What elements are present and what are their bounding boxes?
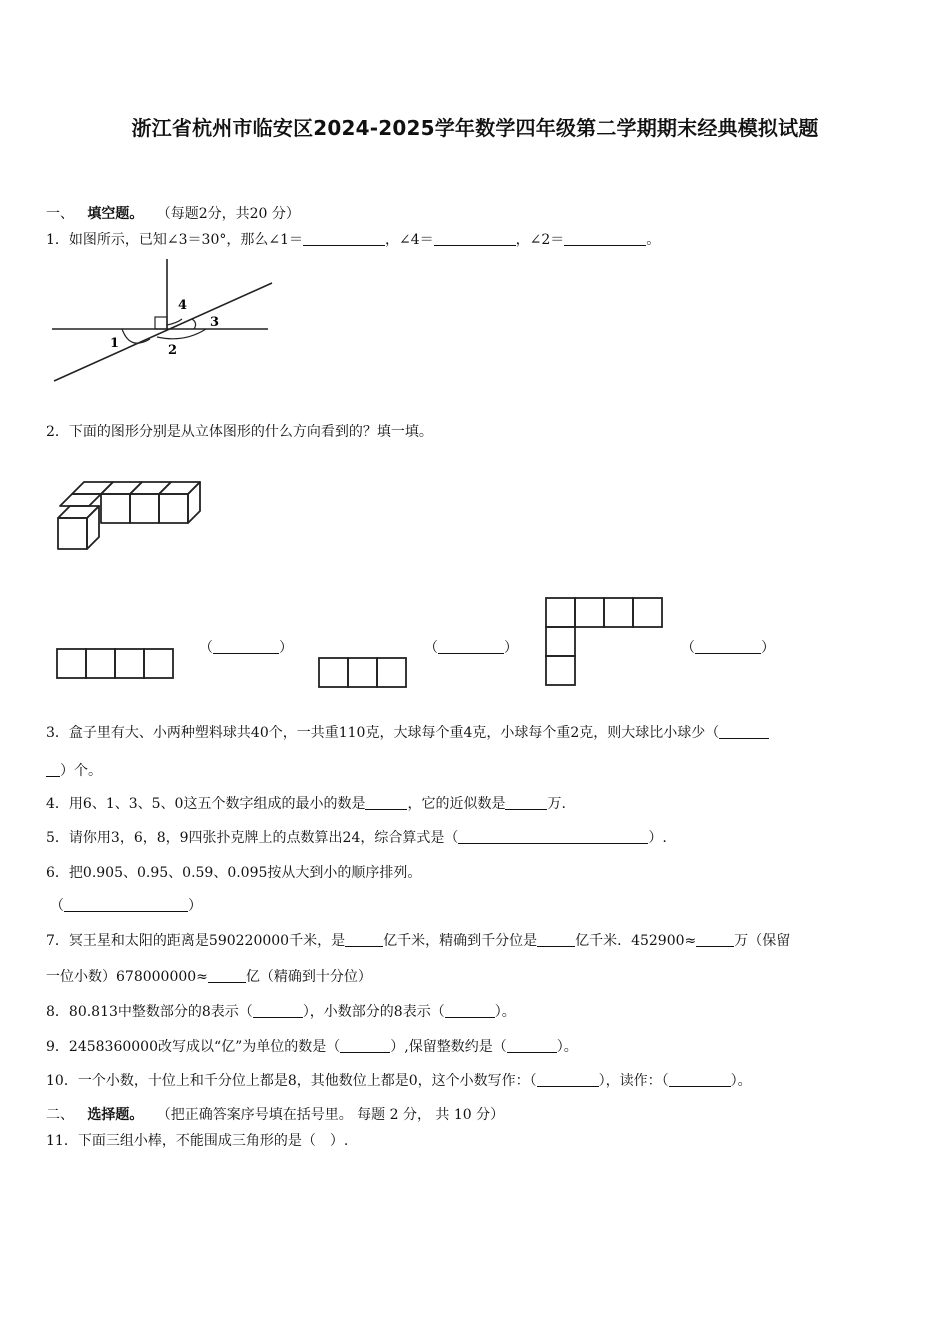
q1-text-d: 。 [646,232,661,248]
angle-3-arc [192,319,196,329]
question-3-line-1: 3．盒子里有大、小两种塑料球共40个，一共重110克，大球每个重4克，小球每个重2克，则大球比小球少（ [46,722,769,742]
question-11: 11．下面三组小棒，不能围成三角形的是（ ）. [46,1133,349,1149]
q7-blank-2[interactable] [537,932,575,947]
section-2-header: 二、 选择题。 （把正确答案序号填在括号里。 每题 2 分， 共 10 分） [46,1107,505,1123]
q10-blank-1[interactable] [537,1072,599,1087]
q9-blank-1[interactable] [340,1038,390,1053]
q1-blank-3[interactable] [564,231,646,246]
q1-blank-2[interactable] [434,231,516,246]
question-3-line-2: ）个。 [46,760,102,780]
question-5: 5．请你用3，6，8，9四张扑克牌上的点数算出24，综合算式是（ ）. [46,830,667,846]
section-1-note: （每题2分，共20 分） [156,206,300,222]
question-1 [46,229,660,249]
angle-figure [46,255,278,390]
view-2-answer[interactable]: （ ） [424,640,518,656]
q8-blank-2[interactable] [445,1003,495,1018]
page-title: 浙江省杭州市临安区2024-2025学年数学四年级第二学期期末经典模拟试题 [131,116,819,140]
question-6-answer[interactable]: （ ） [50,898,202,914]
question-7-line-1: 7．冥王星和太阳的距离是590220000千米，是 亿千米，精确到千分位是 亿千米．452900≈ 万（保留 [46,933,791,949]
view-1-answer[interactable]: （ ） [199,640,293,656]
q1-blank-1[interactable] [303,231,385,246]
q9-blank-2[interactable] [507,1038,557,1053]
q7-blank-4[interactable] [208,968,246,983]
question-7-line-2: 一位小数）678000000≈ 亿（精确到十分位） [46,969,372,985]
question-6: 6．把0.905、0.95、0.59、0.095按从大到小的顺序排列。 [46,865,422,881]
q1-text-b: ，∠4＝ [385,232,434,248]
angle-label-3: 3 [210,315,220,330]
angle-label-1: 1 [110,336,120,351]
section-1-name: 填空题。 [87,206,144,222]
section-1-header [46,203,300,223]
question-2: 2．下面的图形分别是从立体图形的什么方向看到的？填一填。 [46,424,433,440]
question-8: 8．80.813中整数部分的8表示（ ），小数部分的8表示（ ）。 [46,1004,516,1020]
view-1-figure [55,647,177,681]
q8-blank-1[interactable] [253,1003,303,1018]
q7-blank-3[interactable] [696,932,734,947]
angle-1-arc [122,329,150,343]
q3-blank[interactable] [719,724,769,739]
question-9: 9．2458360000改写成以“亿”为单位的数是（ ）,保留整数约是（ ）。 [46,1039,578,1055]
q5-blank[interactable] [458,829,648,844]
angle-2-arc [157,329,206,339]
slanted-line [54,283,272,381]
q10-blank-2[interactable] [669,1072,731,1087]
angle-label-2: 2 [168,343,178,358]
view-2-figure [317,656,411,690]
q1-text-c: ，∠2＝ [515,232,565,248]
q4-blank-1[interactable] [365,795,407,810]
q1-text-a: 1．如图所示，已知∠3＝30°，那么∠1＝ [46,232,303,248]
question-4: 4．用6、1、3、5、0这五个数字组成的最小的数是 ，它的近似数是 万. [46,796,566,812]
section-1-num: 一、 [46,206,74,222]
q7-blank-1[interactable] [345,932,383,947]
right-angle-mark [155,317,167,329]
view-3-answer[interactable]: （ ） [681,640,775,656]
view-3-figure [544,596,666,690]
q4-blank-2[interactable] [505,795,547,810]
question-10: 10．一个小数，十位上和千分位上都是8，其他数位上都是0，这个小数写作：（ ），读作：（ ）。 [46,1073,752,1089]
angle-label-4: 4 [178,298,188,313]
cube-solid-figure [54,478,210,556]
